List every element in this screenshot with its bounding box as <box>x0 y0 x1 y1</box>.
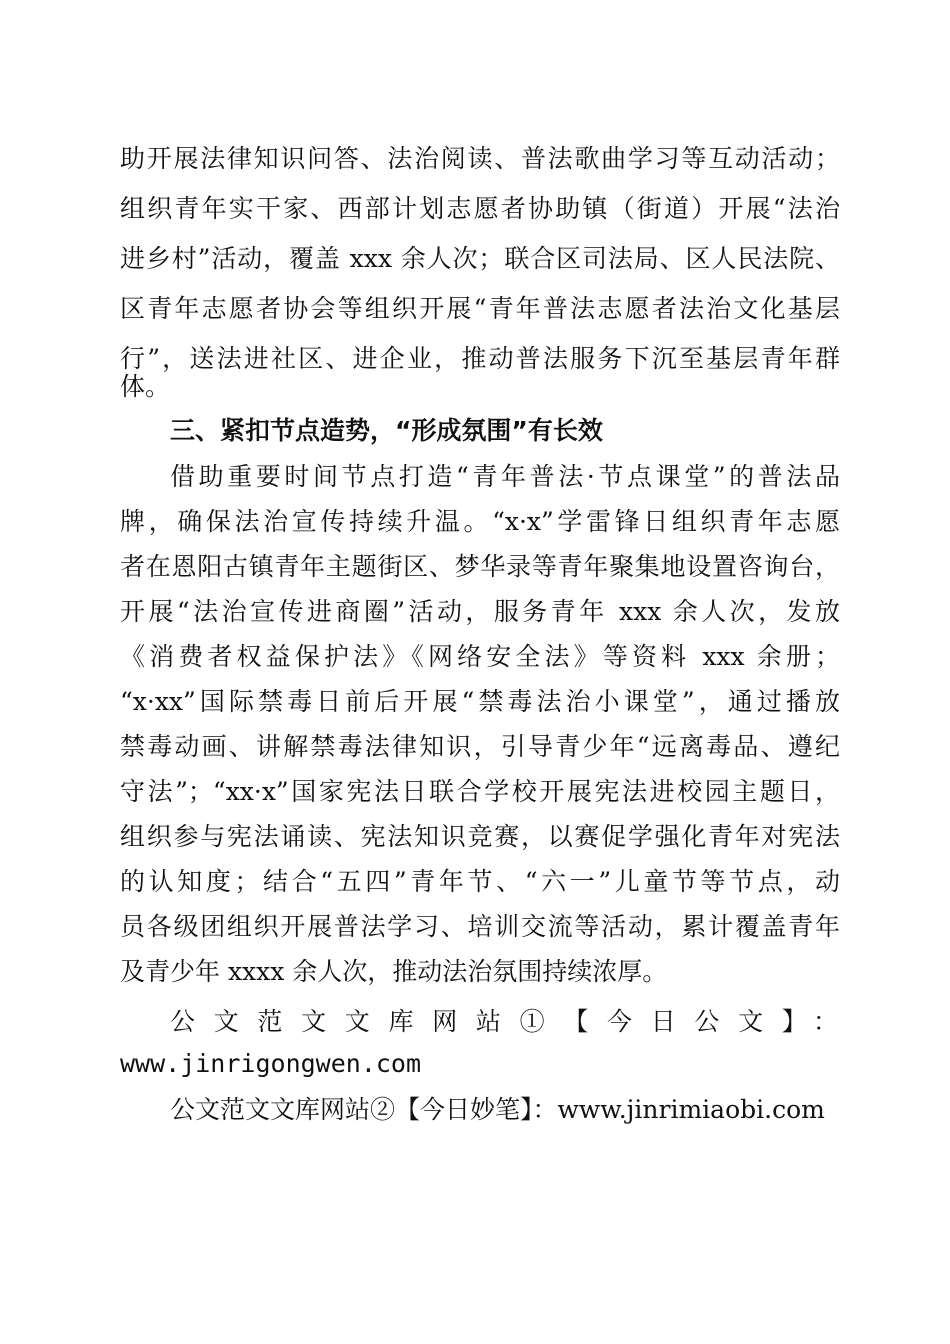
paragraph-1-line-6: 体。 <box>120 372 171 401</box>
paragraph-2-line-8: 守法”；“xx·x”国家宪法日联合学校开展宪法进校园主题日， <box>120 777 840 806</box>
section-3-heading: 三、紧扣节点造势，“形成氛围”有长效 <box>170 416 603 445</box>
paragraph-2-line-9: 组织参与宪法诵读、宪法知识竞赛，以赛促学强化青年对宪法 <box>120 822 840 851</box>
footer-site-1-url[interactable]: www.jinrigongwen.com <box>120 1049 422 1078</box>
paragraph-1-line-3: 进乡村”活动，覆盖 xxx 余人次；联合区司法局、区人民法院、 <box>120 244 840 273</box>
paragraph-2-line-6: “x·xx”国际禁毒日前后开展“禁毒法治小课堂”，通过播放 <box>120 687 840 716</box>
paragraph-2-line-11: 员各级团组织开展普法学习、培训交流等活动，累计覆盖青年 <box>120 912 840 941</box>
paragraph-2-line-5: 《消费者权益保护法》《网络安全法》等资料 xxx 余册； <box>120 642 840 671</box>
paragraph-1-line-2: 组织青年实干家、西部计划志愿者协助镇（街道）开展“法治 <box>120 194 840 223</box>
paragraph-2-line-10: 的认知度；结合“五四”青年节、“六一”儿童节等节点，动 <box>120 867 840 896</box>
footer-site-2-line[interactable]: 公文范文文库网站②【今日妙笔】：www.jinrimiaobi.com <box>170 1095 825 1124</box>
paragraph-1-line-1: 助开展法律知识问答、法治阅读、普法歌曲学习等互动活动； <box>120 144 840 173</box>
paragraph-1-line-5: 行”，送法进社区、进企业，推动普法服务下沉至基层青年群 <box>120 344 840 373</box>
paragraph-2-line-4: 开展“法治宣传进商圈”活动，服务青年 xxx 余人次，发放 <box>120 597 840 626</box>
paragraph-2-line-3: 者在恩阳古镇青年主题街区、梦华录等青年聚集地设置咨询台， <box>120 552 840 581</box>
paragraph-1-line-4: 区青年志愿者协会等组织开展“青年普法志愿者法治文化基层 <box>120 294 840 323</box>
footer-site-1-label: 公文范文文库网站①【今日公文】： <box>170 1007 840 1036</box>
paragraph-2-line-12: 及青少年 xxxx 余人次，推动法治氛围持续浓厚。 <box>120 957 668 986</box>
paragraph-2-line-1: 借助重要时间节点打造“青年普法·节点课堂”的普法品 <box>170 462 840 491</box>
paragraph-2-line-2: 牌，确保法治宣传持续升温。“x·x”学雷锋日组织青年志愿 <box>120 507 840 536</box>
paragraph-2-line-7: 禁毒动画、讲解禁毒法律知识，引导青少年“远离毒品、遵纪 <box>120 732 840 761</box>
